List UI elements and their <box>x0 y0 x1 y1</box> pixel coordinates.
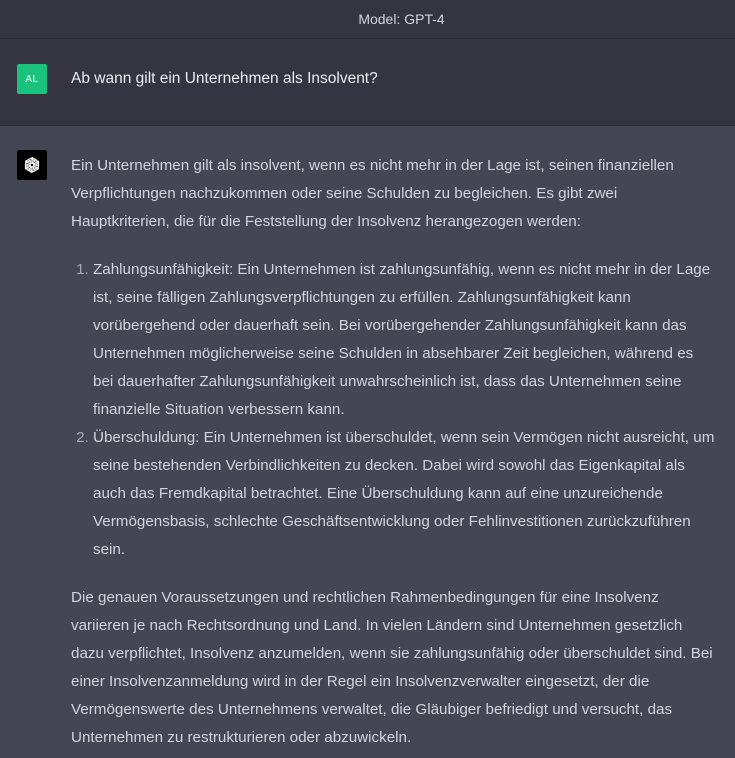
model-label: Model: GPT-4 <box>358 11 445 27</box>
user-avatar-initials: AL <box>25 73 39 85</box>
assistant-message-row <box>0 126 735 752</box>
assistant-answer <box>71 152 717 752</box>
openai-logo-icon <box>17 150 47 180</box>
model-header <box>0 0 735 39</box>
answer-outro: Die genauen Voraussetzungen und rechtlichen Rahmenbedingungen für eine Insolvenz variieren je nach Rechtsordnung und Land. In vielen Ländern sind Unternehmen gesetzlich dazu verpflichtet, Insolvenz anzumelden, wenn sie zahlungsunfähig oder überschuldet sind. Bei einer Insolvenzanmeldung wird in der Regel ein Insolvenzverwalter eingesetzt, der die Vermögenswerte des Unternehmens verwaltet, die Gläubiger befriedigt und versucht, das Unternehmen zu restrukturieren oder abzuwickeln. <box>71 589 713 746</box>
user-message-row <box>0 39 735 126</box>
criteria-item-2: 2. Überschuldung: Ein Unternehmen ist überschuldet, wenn sein Vermögen nicht ausreicht, um seine bestehenden Verbindlichkeiten zu decken. Dabei wird sowohl das Eigenkapital als auch das Fremdkapital betrachtet. Eine Überschuldung kann auf eine unzureichende Vermögensbasis, schlechte Geschäftsentwicklung oder Fehlinvestitionen zurückzuführen sein. <box>93 424 717 564</box>
answer-intro: Ein Unternehmen gilt als insolvent, wenn es nicht mehr in der Lage ist, seinen finanziellen Verpflichtungen nachzukommen oder seine Schulden zu begleichen. Es gibt zwei Hauptkriterien, die für die Feststellung der Insolvenz herangezogen werden: <box>71 157 674 230</box>
user-message-text: Ab wann gilt ein Unternehmen als Insolvent? <box>71 70 378 87</box>
criteria-list <box>71 256 717 564</box>
criteria-item-1: 1. Zahlungsunfähigkeit: Ein Unternehmen ist zahlungsunfähig, wenn es nicht mehr in der Lage ist, seine fälligen Zahlungsverpflichtungen zu erfüllen. Zahlungsunfähigkeit kann vorübergehend oder dauerhaft sein. Bei vorübergehender Zahlungsunfähigkeit kann das Unternehmen möglicherweise seine Schulden in absehbarer Zeit begleichen, während es bei dauerhafter Zahlungsunfähigkeit unwahrscheinlich ist, dass das Unternehmen seine finanzielle Situation verbessern kann. <box>93 256 717 424</box>
user-avatar <box>17 64 47 94</box>
